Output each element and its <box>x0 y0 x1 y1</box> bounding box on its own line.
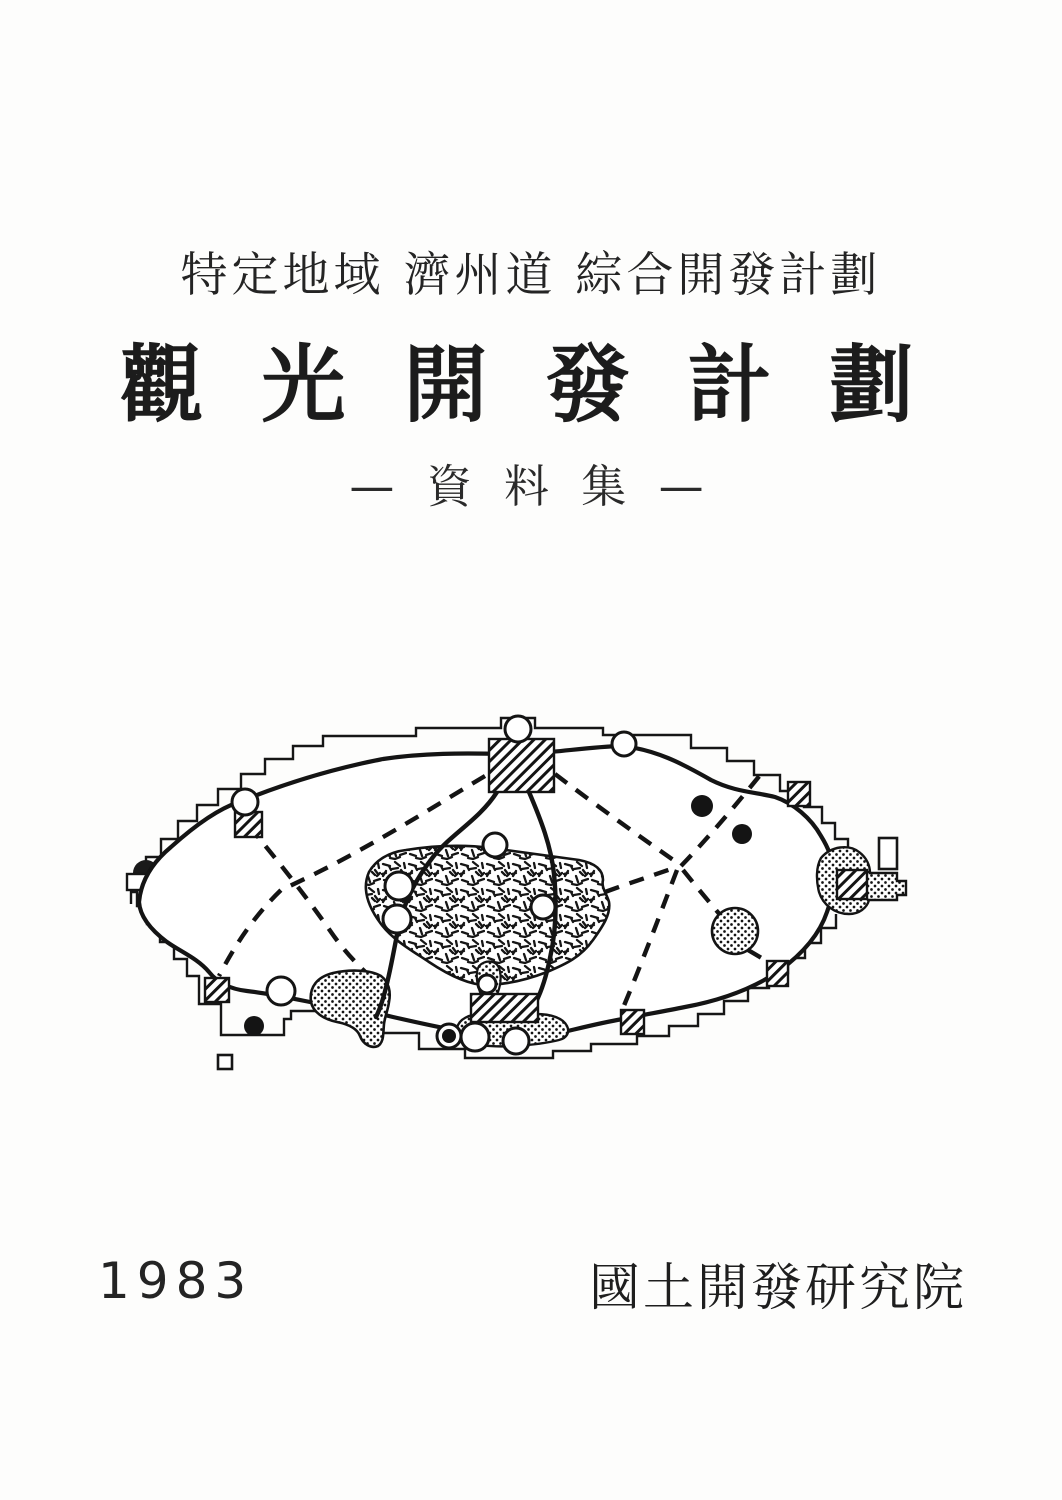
subtitle: — 資 料 集 — <box>349 460 713 513</box>
publisher-name: 國土開發研究院 <box>588 1259 967 1318</box>
jeju-map-svg <box>113 696 949 1108</box>
south-block <box>621 1010 644 1034</box>
southwest-block <box>205 978 229 1002</box>
main-title: 觀光開發計劃 <box>119 336 972 434</box>
jeju-city-block <box>489 739 554 792</box>
udo-islet-rect <box>879 838 897 869</box>
southeast-block <box>767 961 788 986</box>
northeast-block <box>788 782 810 806</box>
seongeup-zone-circle <box>712 908 758 954</box>
southwest-islet-square <box>218 1055 232 1069</box>
seongsan-block <box>837 870 867 899</box>
publication-year: 1983 <box>98 1252 254 1310</box>
jeju-map-illustration <box>113 696 949 1108</box>
south-center-block <box>471 994 538 1022</box>
series-title: 特定地域 濟州道 綜合開發計劃 <box>180 248 882 303</box>
